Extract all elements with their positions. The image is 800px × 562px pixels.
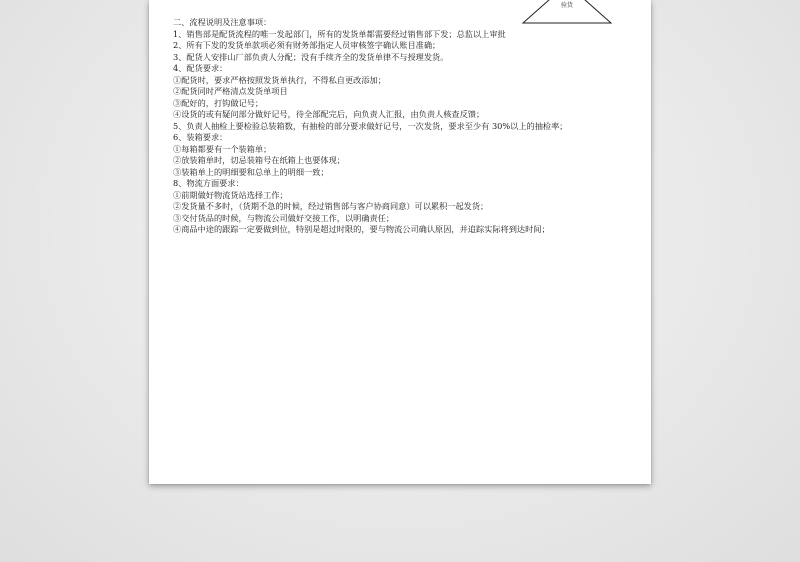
text-line: ②发货量不多时，（货期不急的时候，经过销售部与客户协商同意）可以累积一起发货； [173, 201, 489, 211]
text-line: ③装箱单上的明细要和总单上的明细一致； [173, 166, 329, 177]
text-line: 3、配货人安排山厂部负责人分配；没有手续齐全的发货单律不与授理发货。 [173, 51, 449, 62]
text-line: ①每箱都要有一个装箱单； [173, 143, 272, 154]
text-line: ①前期做好物流货站选择工作； [173, 189, 288, 200]
text-line: ③交付货品的时候，与物流公司做好交接工作，以明确责任； [173, 212, 395, 223]
text-line: 8、物流方面要求： [173, 178, 244, 188]
section-heading: 二、流程说明及注意事项： [173, 17, 272, 27]
text-line: 2、所有下发的发货单款项必须有财务部指定人员审核签字确认账目准确； [173, 40, 441, 50]
text-line: 1、销售部是配货流程的唯一发起部门，所有的发货单都需要经过销售部下发；总监以上审批 [173, 28, 506, 39]
text-line: 6、装箱要求： [173, 132, 228, 142]
document-body [173, 17, 635, 236]
text-line: ②放装箱单时，切忌装箱号在纸箱上也要体现； [173, 155, 345, 165]
text-line: ②配货同时严格清点发货单项目 [173, 86, 288, 96]
diagram-label: 验货 [560, 2, 573, 9]
text-line: 4、配货要求： [173, 63, 228, 73]
text-line: ③配好的，打钩做记号； [173, 97, 264, 108]
text-line: ①配货时，要求严格按照发货单执行，不得私自更改添加； [173, 74, 386, 85]
text-line: ④设货的或有疑问部分做好记号，待全部配完后，向负责人汇报，由负责人核查反馈； [173, 109, 485, 119]
text-line: ④商品中途的跟踪一定要做到位，特别是超过时限的，要与物流公司确认原因，并追踪实际将到达时间； [173, 224, 550, 234]
text-line: 5、负责人抽检上要检验总装箱数，有抽检的部分要求做好记号，一次发货，要求至少有 30%以上的抽检率； [173, 120, 568, 131]
document-page [149, 0, 651, 484]
